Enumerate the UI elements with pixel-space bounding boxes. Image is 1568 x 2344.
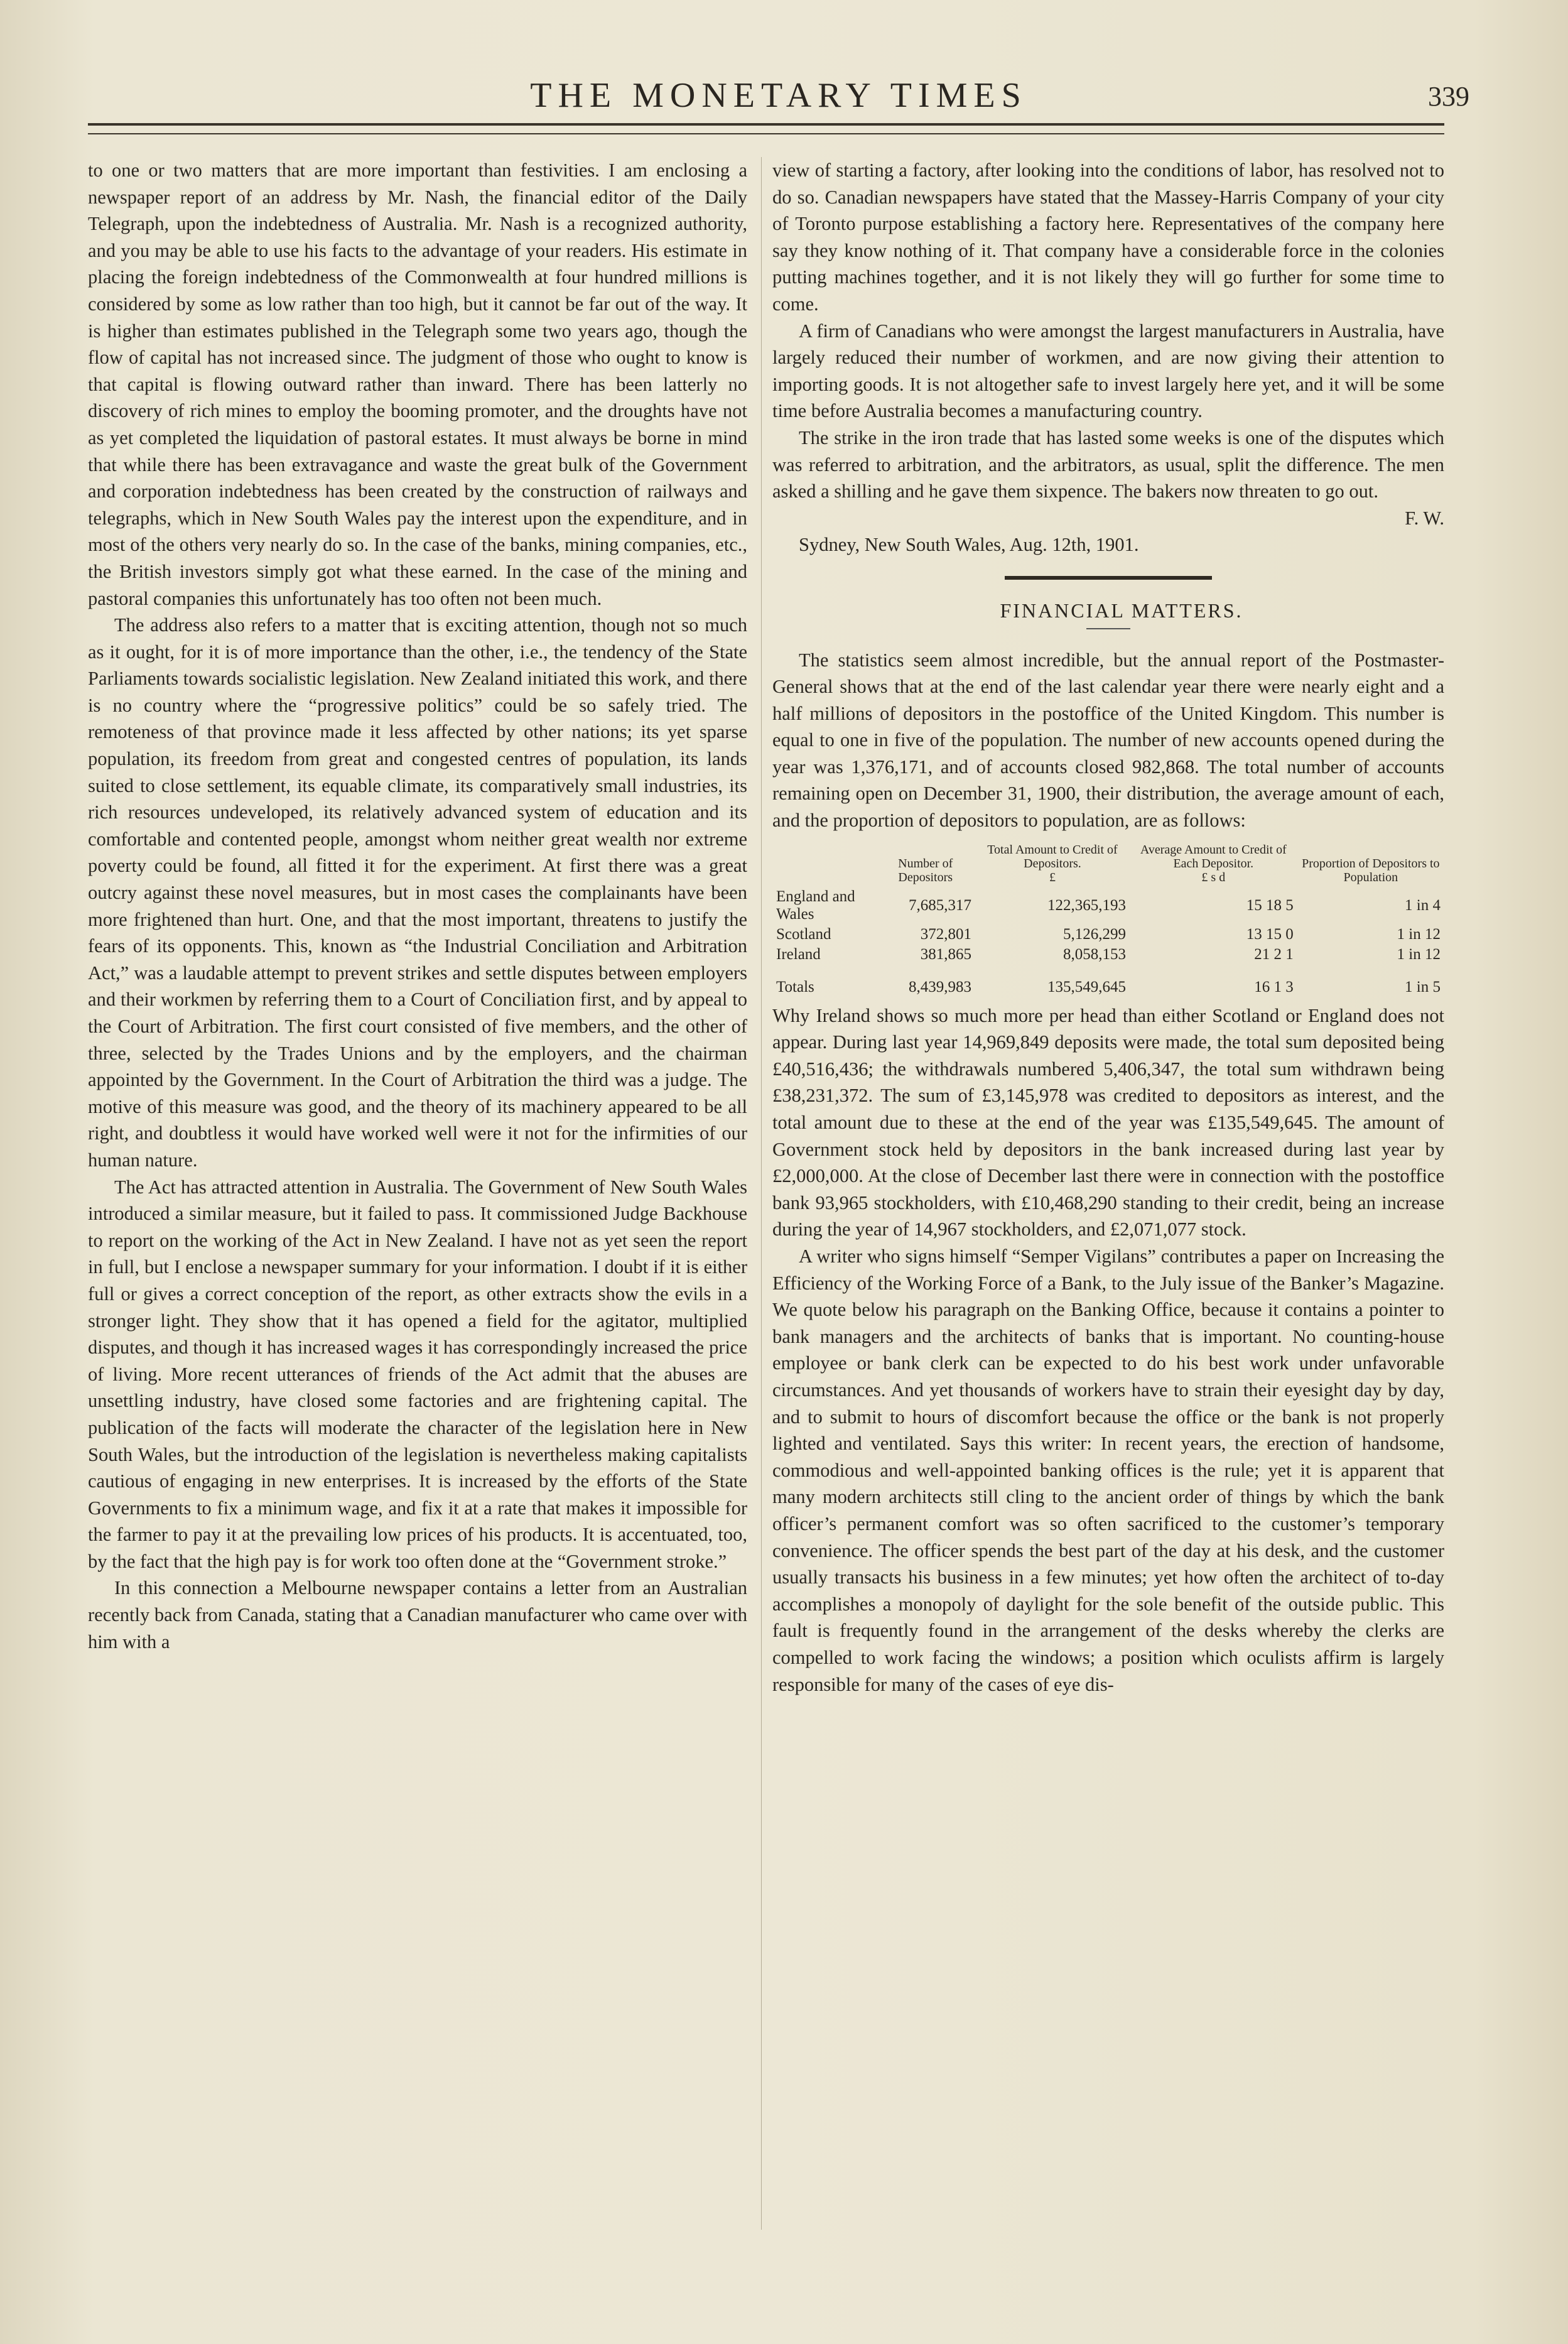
right-column (772, 157, 1444, 1698)
table-cell: Ireland (776, 945, 821, 963)
section-short-rule (1086, 628, 1130, 629)
dateline: Sydney, New South Wales, Aug. 12th, 1901. (799, 534, 1139, 556)
article-paragraph: A firm of Canadians who were amongst the largest manufacturers in Australia, have largely reduced their number of workmen, and are now giving their attention to importing goods. It is not altogether safe to invest largely here yet, and it will be some time before Australia becomes a manufacturing country. (772, 320, 1444, 422)
table-cell: 13 15 0 (1246, 925, 1294, 943)
depositors-table (772, 843, 1444, 997)
left-column (88, 157, 747, 1655)
table-cell: 1 in 5 (1405, 978, 1441, 996)
table-cell: 21 2 1 (1254, 945, 1294, 963)
table-cell: 16 1 3 (1254, 978, 1294, 996)
article-paragraph: to one or two matters that are more important than festivities. I am enclosing a newspaper report of an address by Mr. Nash, the financial editor of the Daily Telegraph, upon the indebtedness of Australia. Mr. Nash is a recognized authority, and you may be able to use his facts to the advantage of your readers. His estimate in placing the foreign indebtedness of the Commonwealth at four hundred millions is considered by some as low rather than too high, but it cannot be far out of the way. It is higher than estimates published in the Telegraph some two years ago, though the flow of capital has not increased since. The judgment of those who ought to know is that capital is flowing outward rather than inward. There has been latterly no discovery of rich mines to employ the booming promoter, and the droughts have not as yet completed the liquidation of pastoral estates. It must always be borne in mind that while there has been extravagance and waste the great bulk of the Government and corporation indebtedness has been created by the construction of railways and telegraphs, which in New South Wales pay the interest upon the expenditure, and in most of the others very nearly do so. In the case of the banks, mining companies, etc., the British investors simply got what these earned. In the case of the mining and pastoral companies this unfortunately has too often not been much. (88, 160, 747, 609)
table-header-cell: Proportion of Depositors to Population (1302, 856, 1440, 884)
table-cell: Scotland (776, 925, 831, 943)
table-cell: 8,058,153 (1062, 945, 1126, 963)
table-header-row (772, 843, 1444, 887)
article-paragraph: view of starting a factory, after looking into the conditions of labor, has resolved not to do so. Canadian newspapers have stated that the Massey-Harris Company of your city of Toronto purpose establishing a factory here. Representatives of the company here say they know nothing of it. That company have a considerable force in the colonies putting machines together, and it is not likely they will go further for some time to come. (772, 160, 1444, 315)
table-header-cell (772, 843, 875, 887)
article-paragraph: The Act has attracted attention in Australia. The Government of New South Wales introduced a similar measure, but it failed to pass. It commissioned Judge Backhouse to report on the working of the Act in New Zealand. I have not as yet seen the report in full, but I enclose a newspaper summary for your information. I doubt if it is either full or gives a correct conception of the report, as other extracts show the evils in a stronger light. They show that it has opened a field for the agitator, multiplied disputes, and though it has increased wages it has correspondingly increased the price of living. More recent utterances of friends of the Act admit that the abuses are unsettling industry, have closed some factories and are frightening capital. The publication of the facts will moderate the character of the legislation here in New South Wales, but the introduction of the legislation is nevertheless making capitalists cautious of engaging in new enterprises. It is increased by the efforts of the State Governments to fix a minimum wage, and fix it at a rate that makes it impossible for the farmer to pay it at the prevailing low prices of his products. It is accentuated, too, by the fact that the high pay is for work too often done at the “Government stroke.” (88, 1176, 747, 1572)
table-cell: 372,801 (920, 925, 972, 943)
signature: F. W. (1405, 507, 1444, 529)
table-row (772, 925, 1444, 945)
table-cell: 8,439,983 (909, 978, 972, 996)
masthead-title: THE MONETARY TIMES (530, 76, 1027, 115)
table-row (772, 945, 1444, 965)
table-cell: England and Wales (776, 887, 855, 923)
table-totals-row (772, 965, 1444, 997)
table-cell: 7,685,317 (909, 896, 972, 914)
header-rule-thick (88, 123, 1444, 126)
table-row (772, 887, 1444, 925)
table-header-cell: Total Amount to Credit of Depositors. £ (987, 842, 1118, 884)
table-cell: Totals (776, 978, 814, 996)
section-title: FINANCIAL MATTERS. (1000, 599, 1243, 622)
header-rule-thin (88, 133, 1444, 134)
article-paragraph (772, 425, 1444, 531)
column-divider (761, 157, 762, 2230)
article-paragraph: The address also refers to a matter that is exciting attention, though not so much as it ought, for it is of more importance than the other, i.e., the tendency of the State Parliaments towards socialistic legislation. New Zealand initiated this work, and there is no country where the “progressive politics” could be so safely tried. The remoteness of that province made it less affected by other nations; its yet sparse population, its freedom from great and congested centres of population, its lands suited to close settlement, its equable climate, its comparatively small industries, its rich resources undeveloped, its relatively advanced system of education and its comfortable and contented people, amongst whom neither great wealth nor extreme poverty could be found, all fitted it for the experiment. At first there was a great outcry against these novel measures, but in most cases the complainants have been more frightened than hurt. One, and that the most important, threatens to justify the fears of its opponents. This, known as “the Industrial Conciliation and Arbitration Act,” was a laudable attempt to prevent strikes and settle disputes between employers and their workmen by referring them to a Court of Conciliation first, and by appeal to the Court of Arbitration. The first court consisted of five members, and the other of three, selected by the Trades Unions and by the employers, and the chairman appointed by the Government. In the Court of Arbitration the third was a judge. The motive of this measure was good, and the theory of its machinery appeared to be all right, and doubtless it would have worked well were it not for the infirmities of our human nature. (88, 614, 747, 1171)
table-header-cell: Average Amount to Credit of Each Depositor. £ s d (1140, 842, 1287, 884)
table-cell: 1 in 4 (1405, 896, 1441, 914)
page-number: 339 (1428, 81, 1469, 112)
section-separator-rule (1005, 576, 1212, 580)
table-cell: 5,126,299 (1062, 925, 1126, 943)
article-paragraph: A writer who signs himself “Semper Vigilans” contributes a paper on Increasing the Efficiency of the Working Force of a Bank, to the July issue of the Banker’s Magazine. We quote below his paragraph on the Banking Office, because it contains a pointer to bank managers and the architects of banks that is important. No counting-house employee or bank clerk can be expected to do his best work under unfavorable circumstances. And yet thousands of workers have to strain their eyesight day by day, and to submit to hours of discomfort because the office or the bank is not properly lighted and ventilated. Says this writer: In recent years, the erection of handsome, commodious and well-appointed banking offices is the rule; yet it is apparent that many modern architects still cling to the ancient order of things by which the bank officer’s permanent comfort was so often sacrificed to the customer’s temporary convenience. The officer spends the best part of the day at his desk, and the customer usually transacts his business in a few minutes; yet how often the architect of to-day accomplishes a monopoly of daylight for the sole benefit of the outside public. This fault is frequently found in the arrangement of the desks whereby the clerks are compelled to work facing the windows; a position which oculists affirm is largely responsible for many of the cases of eye dis- (772, 1245, 1444, 1695)
article-paragraph: In this connection a Melbourne newspaper contains a letter from an Australian recently back from Canada, stating that a Canadian manufacturer who came over with him with a (88, 1577, 747, 1652)
table-cell: 15 18 5 (1246, 896, 1294, 914)
table-cell: 1 in 12 (1397, 925, 1441, 943)
table-cell: 122,365,193 (1047, 896, 1126, 914)
table-header-cell: Number of Depositors (898, 856, 953, 884)
table-cell: 381,865 (920, 945, 972, 963)
table-cell: 1 in 12 (1397, 945, 1441, 963)
table-cell: 135,549,645 (1047, 978, 1126, 996)
article-paragraph: Why Ireland shows so much more per head than either Scotland or England does not appear. During last year 14,969,849 deposits were made, the total sum deposited being £40,516,436; the withdrawals numbered 5,406,347, the total sum withdrawn being £38,231,372. The sum of £3,145,978 was credited to depositors as interest, and the total amount due to these at the end of the year was £135,549,645. The amount of Government stock held by depositors in the bank increased during last year by £2,000,000. At the close of December last there were in connection with the postoffice bank 93,965 stockholders, with £10,468,290 standing to their credit, being an increase during the year of 14,967 stockholders, and £2,071,077 stock. (772, 1004, 1444, 1240)
financial-intro: The statistics seem almost incredible, but the annual report of the Postmaster-General shows that at the end of the last calendar year there were nearly eight and a half millions of depositors in the postoffice of the United Kingdom. This number is equal to one in five of the population. The number of new accounts opened during the year was 1,376,171, and of accounts closed 982,868. The total number of accounts remaining open on December 31, 1900, their distribution, the average amount of each, and the proportion of depositors to population, are as follows: (772, 649, 1444, 832)
article-paragraph-text: The strike in the iron trade that has lasted some weeks is one of the disputes which was referred to arbitration, and the arbitrators, as usual, split the difference. The men asked a shilling and he gave them sixpence. The bakers now threaten to go out. (772, 426, 1444, 502)
